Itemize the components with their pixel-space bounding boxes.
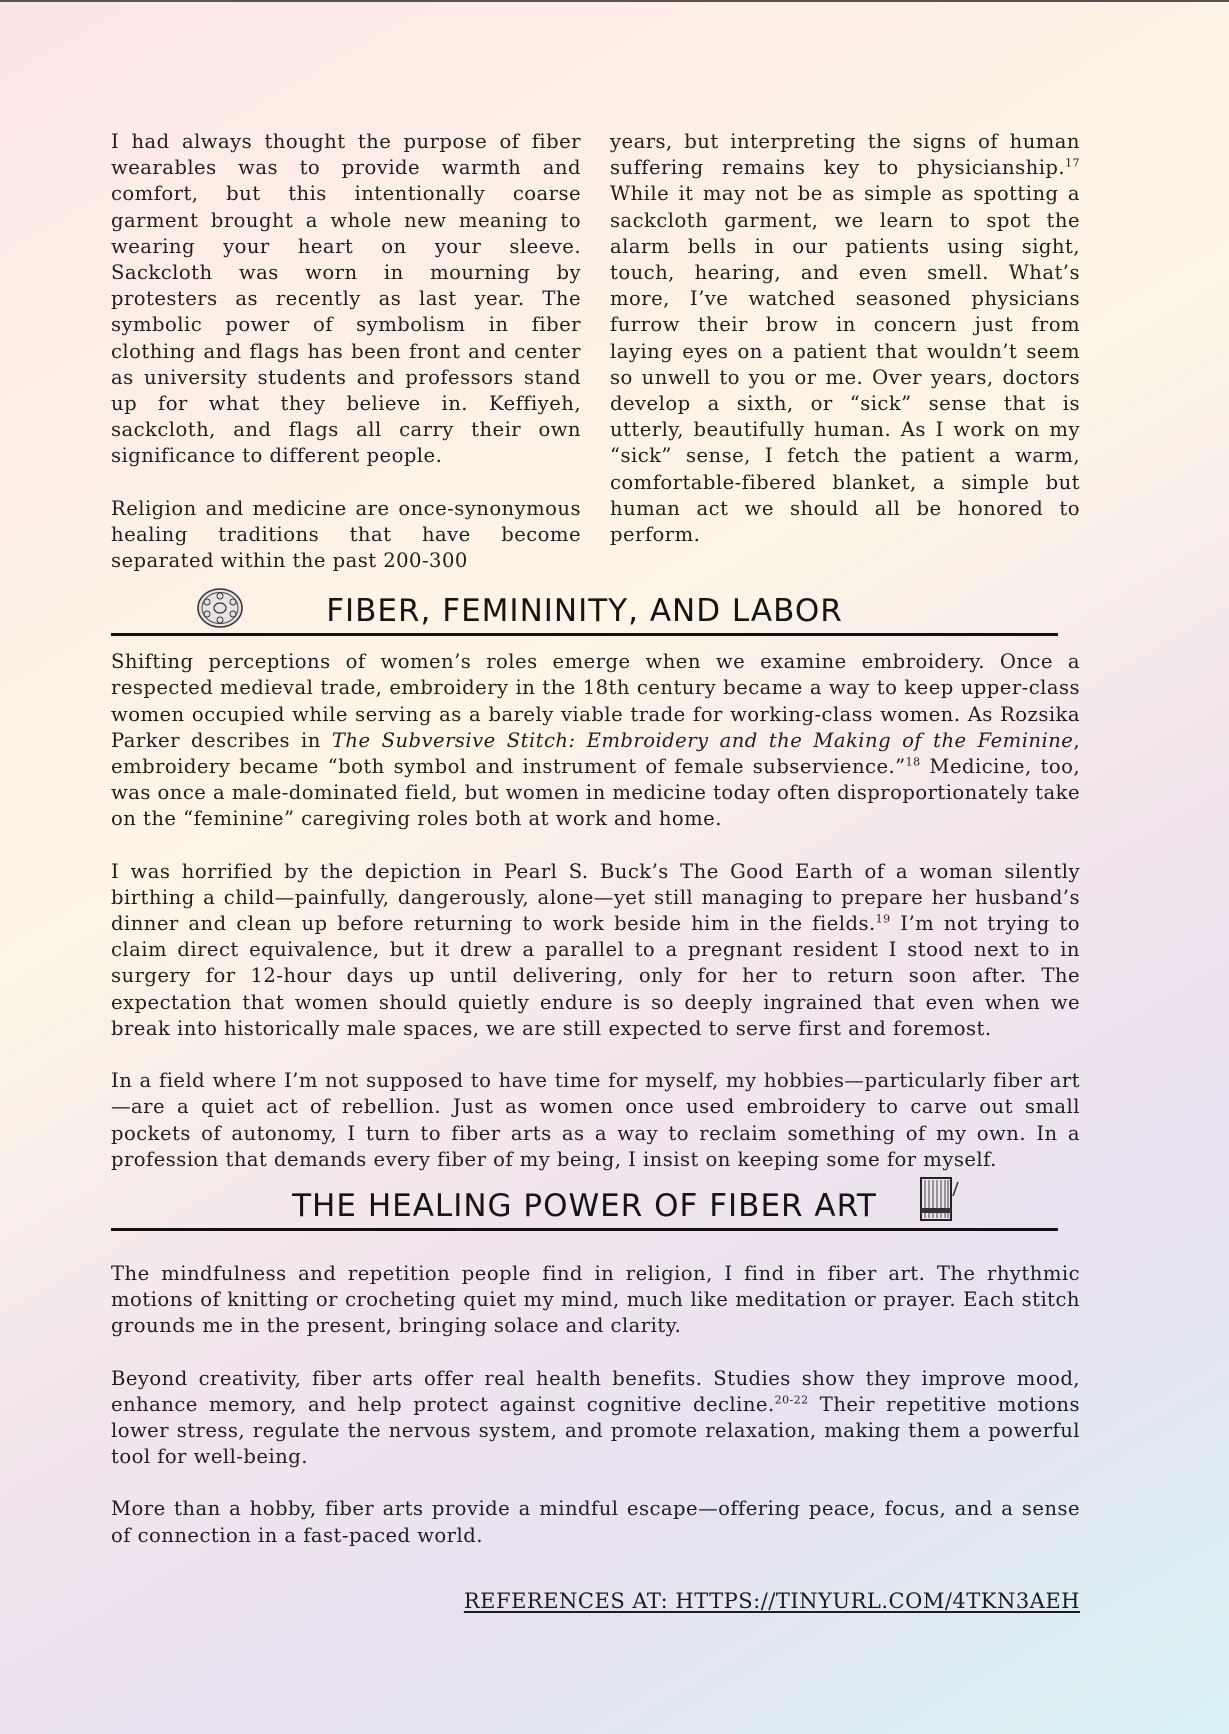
section-title: THE HEALING POWER OF FIBER ART (292, 1187, 877, 1224)
section-heading (111, 590, 1058, 636)
text-run: Beyond creativity, fiber arts offer real health benefits. Studies show they improve mood, enhance memory, and help protect against cognitive decline. (111, 1366, 1080, 1416)
paragraph: More than a hobby, fiber arts provide a mindful escape—offering peace, focus, and a sense of connection in a fast-paced world. (111, 1497, 1080, 1547)
references-link[interactable]: REFERENCES AT: HTTPS://TINYURL.COM/4TKN3AEH (463, 1588, 1080, 1613)
two-column-section (111, 129, 1080, 574)
paragraph: In a field where I’m not supposed to have time for myself, my hobbies—particularly fiber art—are a quiet act of rebellion. Just as women once used embroidery to carve out small pockets of autonomy, I turn to fiber arts as a way to reclaim something of my own. In a profession that demands every fiber of my being, I insist on keeping some for myself. (111, 1069, 1080, 1171)
text-run: I was horrified by the depiction in Pearl S. Buck’s The Good Earth of a woman silently birthing a child—painfully, dangerously, alone—yet still managing to prepare her husband’s dinner and clean up before returning to work beside him in the fields. (111, 859, 1080, 936)
text-run: While it may not be as simple as spotting a sackcloth garment, we learn to spot the alarm bells in our patients using sight, touch, hearing, and even smell. What’s more, I’ve watched seasoned physicians furrow their brow in concern just from laying eyes on a patient that wouldn’t seem so unwell to you or me. Over years, doctors develop a sixth, or “sick” sense that is utterly, beautifully human. As I work on my “sick” sense, I fetch the patient a warm, comfortable-fibered blanket, a simple but human act we should all be honored to perform. (610, 182, 1080, 547)
right-column (610, 129, 1080, 574)
text-run: Shifting perceptions of women’s roles emerge when we examine embroidery. Once a respected medieval trade, embroidery in the 18th century became a way to keep upper-class women occupied while serving as a barely viable trade for working-class women. As Rozsika Parker describes in (111, 650, 1080, 752)
paragraph (111, 1366, 1080, 1471)
paragraph (610, 129, 1080, 548)
footnote-ref: 19 (875, 912, 891, 926)
paragraph (111, 859, 1080, 1042)
loom-icon (917, 1174, 959, 1224)
text-run: Their repetitive motions lower stress, regulate the nervous system, and promote relaxation, making them a powerful tool for well-being. (111, 1392, 1080, 1469)
paragraph: The mindfulness and repetition people find in religion, I find in fiber art. The rhythmic motions of knitting or crocheting quiet my mind, much like meditation or prayer. Each stitch grounds me in the present, bringing solace and clarity. (111, 1261, 1080, 1338)
section-heading (111, 1185, 1058, 1231)
book-title: The Subversive Stitch: Embroidery and the Making of the Feminine (331, 728, 1074, 752)
document-page (111, 129, 1080, 1613)
footnote-ref: 18 (905, 755, 921, 769)
text-run: I’m not trying to claim direct equivalence, but it drew a parallel to a pregnant resident I stood next to in surgery for 12-hour days up until delivering, only for her to return soon after. The expectation that women should quietly endure is so deeply ingrained that even when we break into historically male spaces, we are still expected to serve first and foremost. (111, 912, 1080, 1040)
text-run: Medicine, too, was once a male-dominated field, but women in medicine today often disproportionately take on the “feminine” caregiving roles both at work and home. (111, 755, 1080, 831)
top-border (0, 0, 1229, 2)
footnote-ref: 17 (1065, 156, 1080, 170)
left-column (111, 129, 581, 574)
footnote-ref: 20-22 (774, 1393, 809, 1407)
text-run: years, but interpreting the signs of human suffering remains key to physicianship. (610, 130, 1080, 180)
paragraph: Religion and medicine are once-synonymous healing traditions that have become separated within the past 200-300 (111, 496, 581, 573)
paragraph: I had always thought the purpose of fiber wearables was to provide warmth and comfort, but this intentionally coarse garment brought a whole new meaning to wearing your heart on your sleeve. Sackcloth was worn in mourning by protesters as recently as last year. The symbolic power of symbolism in fiber clothing and flags has been front and center as university students and professors stand up for what they believe in. Keffiyeh, sackcloth, and flags all carry their own significance to different people. (111, 130, 581, 468)
section-title: FIBER, FEMININITY, AND LABOR (326, 593, 843, 630)
paragraph (111, 649, 1080, 832)
text-run: , embroidery became “both symbol and instrument of female subservience.” (111, 728, 1081, 779)
